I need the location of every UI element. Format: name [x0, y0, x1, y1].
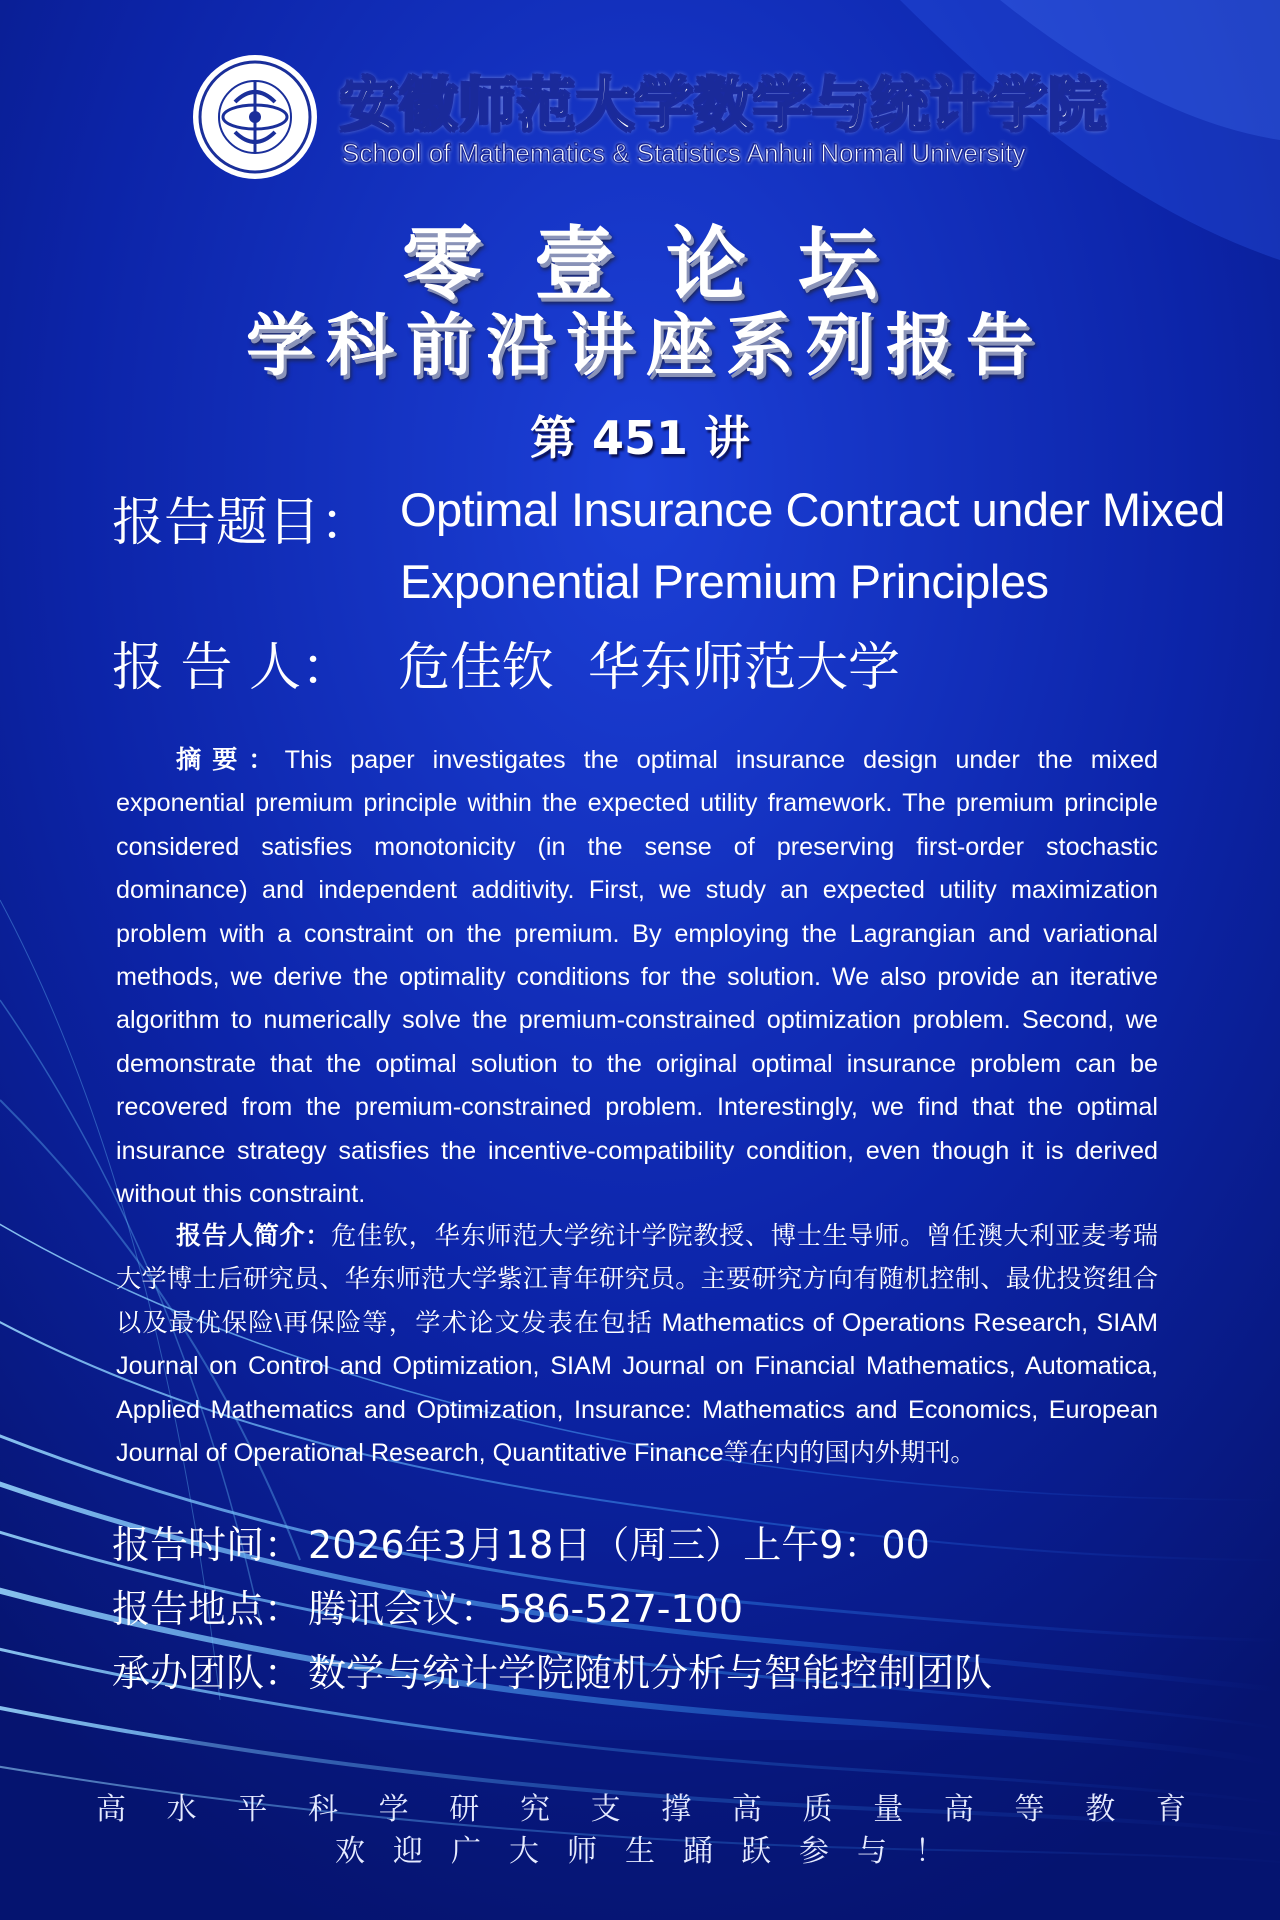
- speaker: [398, 625, 900, 700]
- slogan-char: 科: [307, 1792, 338, 1827]
- slogan-char: 高: [731, 1792, 762, 1827]
- time-label: 报告时间：: [112, 1523, 303, 1567]
- school-name-en: School of Mathematics & Statistics Anhui Normal University: [342, 138, 1026, 168]
- bio-label: 报告人简介：: [176, 1221, 332, 1250]
- series-title: 学科前沿讲座系列报告: [245, 306, 1046, 386]
- place-label: 报告地点：: [112, 1587, 303, 1631]
- bio-text: 危佳钦，华东师范大学统计学院教授、博士生导师。曾任澳大利亚麦考瑞大学博士后研究员、华东师范大学紫江青年研究员。主要研究方向有随机控制、最优投资组合以及最优保险\再保险等，学术论文发表在包括 Mathematics of Operations Research, SIAM Journal on Control and Optimization, SIAM Journal on Financial Mathematics, Automatica, Applied Mathematics and Optimization, Insurance: Mathematics and Economics, European Journal of Operational Research, Quantitative Finance等在内的国内外期刊。: [116, 1222, 1159, 1468]
- slogan-char: 支: [590, 1792, 621, 1827]
- school-name-cn: 安徽师范大学数学与统计学院: [340, 71, 1108, 139]
- speaker-label: 报 告 人：: [112, 638, 354, 698]
- slogan-char: 高: [96, 1792, 126, 1827]
- abstract: [116, 738, 1158, 1216]
- info-time: [112, 1514, 930, 1569]
- abstract-text: This paper investigates the optimal insurance design under the mixed exponential premium principle within the expected utility framework. The premium principle considered satisfies monotonicity (in the sense of preserving first-order stochastic dominance) and independent additivity. First, we study an expected utility maximization problem with a constraint on the premium. By employing the Lagrangian and variational methods, we derive the optimality conditions for the solution. We also provide an iterative algorithm to numerically solve the premium-constrained optimization problem. Second, we demonstrate that the optimal solution to the original optimal insurance problem can be recovered from the premium-constrained problem. Interestingly, we find that the optimal insurance strategy satisfies the incentive-compatibility condition, even though it is derived without this constraint.: [116, 746, 1158, 1209]
- slogan-line2: 欢迎广大师生踊跃参与！: [335, 1834, 973, 1869]
- slogan-char: 平: [237, 1792, 268, 1827]
- slogan-char: 育: [1155, 1792, 1186, 1827]
- slogan-char: 研: [449, 1792, 480, 1827]
- slogan-char: 学: [378, 1792, 409, 1827]
- slogan-line1: [96, 1784, 1186, 1827]
- title-label: 报告题目：: [112, 493, 373, 553]
- slogan-char: 高: [943, 1792, 974, 1827]
- slogan-char: 等: [1014, 1792, 1045, 1827]
- slogan-char: 质: [802, 1792, 833, 1827]
- speaker-name: 危佳钦: [398, 638, 555, 698]
- speaker-bio: [116, 1214, 1158, 1475]
- school-logo-icon: [190, 52, 320, 182]
- slogan-char: 究: [519, 1792, 550, 1827]
- host-label: 承办团队：: [112, 1651, 303, 1695]
- forum-title: 零壹论坛: [402, 217, 930, 311]
- host-value: 数学与统计学院随机分析与智能控制团队: [308, 1651, 993, 1695]
- slogan-char: 撑: [661, 1792, 692, 1827]
- report-title-line1: Optimal Insurance Contract under Mixed: [400, 483, 1225, 536]
- slogan-char: 教: [1085, 1792, 1116, 1827]
- abstract-label: 摘要：: [176, 745, 285, 774]
- info-host: [112, 1642, 992, 1697]
- slogan-char: 水: [166, 1792, 197, 1827]
- info-place: [112, 1578, 743, 1633]
- slogan-char: 量: [873, 1792, 904, 1827]
- place-value: 腾讯会议：586-527-100: [308, 1587, 744, 1631]
- report-title-line2: Exponential Premium Principles: [400, 555, 1049, 608]
- time-value: 2026年3月18日（周三）上午9：00: [308, 1523, 930, 1567]
- speaker-affiliation: 华东师范大学: [588, 638, 901, 698]
- lecture-number: 第 451 讲: [529, 411, 751, 465]
